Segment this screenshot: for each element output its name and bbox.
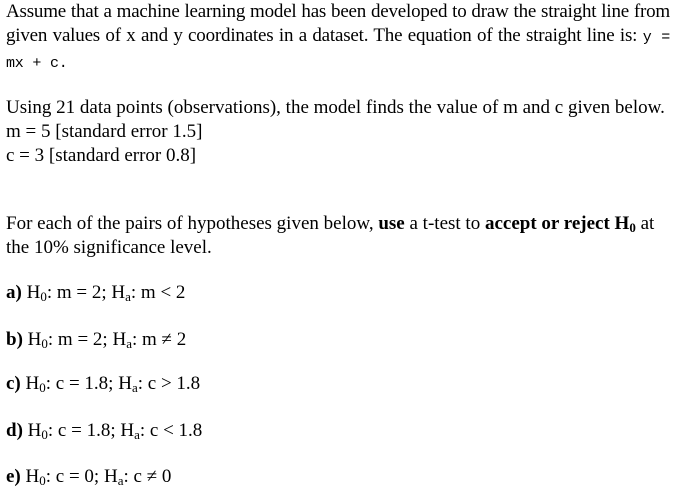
null-hypothesis: : m = 2;: [46, 282, 112, 303]
model-results: [6, 96, 670, 168]
alt-hypothesis: : m ≠ 2: [131, 329, 187, 350]
null-hypothesis: : c = 1.8;: [45, 373, 119, 394]
alt-hypothesis: : c > 1.8: [137, 373, 201, 394]
alt-hypothesis: : m < 2: [130, 282, 186, 303]
question-a: a) $H_0$: m = 2; $H_a$: m < 2: [6, 282, 186, 304]
null-hypothesis: : c = 0;: [45, 466, 104, 487]
question-b: b) $H_0$: m = 2; $H_a$: m ≠ 2: [6, 329, 187, 351]
alt-hypothesis: : c < 1.8: [139, 420, 203, 441]
line-equation: y = mx + c.: [6, 29, 670, 72]
question-c: c) $H_0$: c = 1.8; $H_a$: c > 1.8: [6, 373, 201, 395]
question-label: a): [6, 282, 22, 303]
null-hypothesis: : m = 2;: [47, 329, 113, 350]
instruction-bold-use: use: [378, 213, 405, 234]
question-label: d): [6, 420, 23, 441]
intro-text: Assume that a machine learning model has been developed to draw the straight line from given values of x and y coordinates in a dataset. The equation of the straight line is:: [6, 1, 670, 46]
alt-hypothesis: : c ≠ 0: [123, 466, 172, 487]
question-d: d) $H_0$: c = 1.8; $H_a$: c < 1.8: [6, 420, 203, 442]
intro-paragraph: [6, 0, 670, 76]
instruction-paragraph: [6, 212, 670, 260]
question-label: e): [6, 466, 21, 487]
instruction-bold-accept-reject: accept or reject $H_0$: [484, 213, 636, 235]
instruction-part2: a t-test to: [404, 213, 485, 234]
c-value-line: c = 3 [standard error 0.8]: [6, 145, 197, 166]
question-e: e) $H_0$: c = 0; $H_a$: c ≠ 0: [6, 466, 172, 488]
null-hypothesis: : c = 1.8;: [47, 420, 121, 441]
using-text: Using 21 data points (observations), the model finds the value of m and c given below.: [6, 97, 665, 118]
instruction-part1: For each of the pairs of hypotheses given below,: [6, 213, 379, 234]
question-label: c): [6, 373, 21, 394]
question-label: b): [6, 329, 23, 350]
m-value-line: m = 5 [standard error 1.5]: [6, 121, 203, 142]
instruction-part3: at the 10% significance level.: [6, 213, 655, 258]
